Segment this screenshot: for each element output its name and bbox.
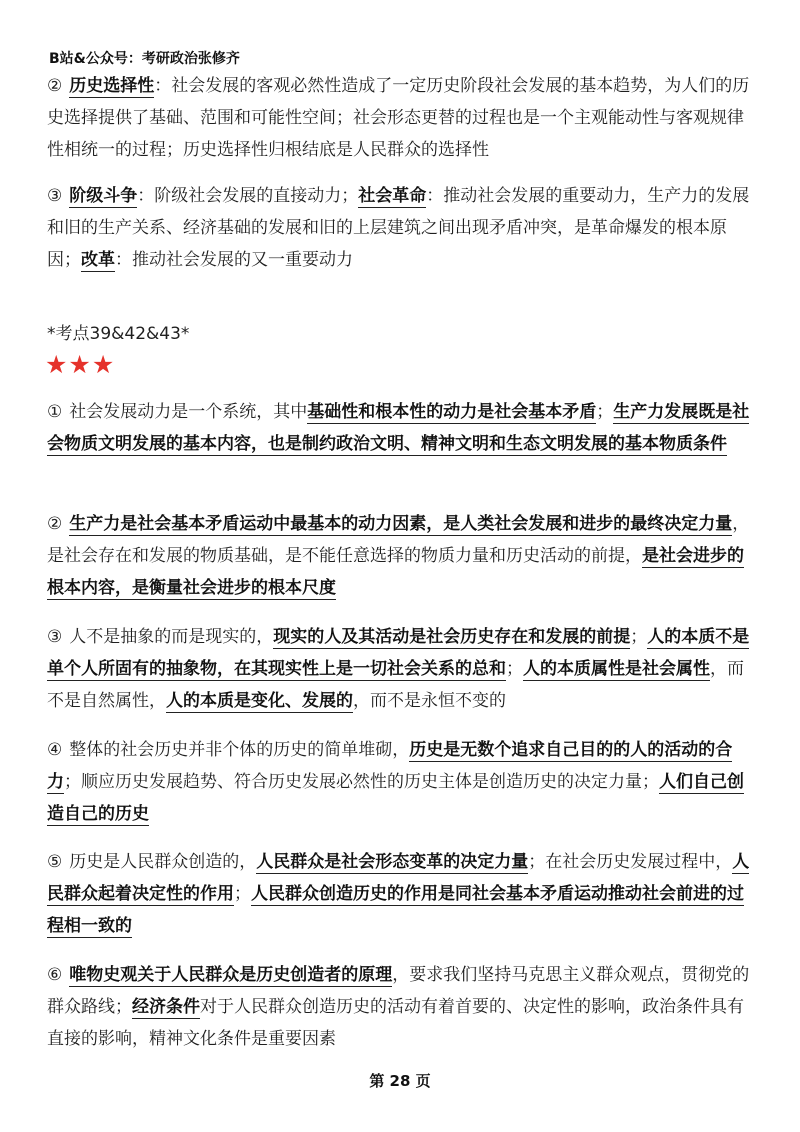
source-header: B站&公众号：考研政治张修齐 — [49, 51, 240, 67]
body-text: ；顺应历史发展趋势、符合历史发展必然性的历史主体是创造历史的决定力量； — [64, 772, 659, 792]
key-phrase: 生产力是社会基本矛盾运动中最基本的动力因素，是人类社会发展和进步的最终决定力量 — [69, 514, 733, 534]
point-item-1 — [47, 396, 759, 460]
key-phrase: 人民群众创造历史的作用是同社会基本矛盾运动推动社会前进的过程相一致的 — [47, 884, 744, 936]
key-phrase: 人的本质是变化、发展的 — [166, 691, 353, 711]
key-phrase: 历史是无数个追求自己目的的人的活动的合力 — [47, 740, 733, 792]
item-number: ⑥ — [47, 965, 63, 985]
key-phrase: 人民群众是社会形态变革的决定力量 — [256, 852, 529, 872]
key-phrase: 是社会进步的根本内容，是衡量社会进步的根本尺度 — [47, 546, 744, 598]
key-phrase: 人的本质不是单个人所固有的抽象物，在其现实性上是一切社会关系的总和 — [47, 627, 750, 679]
point-item-5 — [47, 846, 759, 942]
body-text: ； — [234, 884, 251, 904]
body-text: ； — [506, 659, 523, 679]
top-item-2 — [47, 70, 759, 166]
point-item-4 — [47, 734, 759, 830]
key-phrase: 历史选择性 — [69, 76, 155, 96]
item-number: ② — [47, 514, 63, 534]
key-phrase: 人的本质属性是社会属性 — [523, 659, 710, 679]
body-text: 社会发展动力是一个系统，其中 — [69, 402, 308, 422]
item-number: ③ — [47, 186, 63, 206]
body-text: ：社会发展的客观必然性造成了一定历史阶段社会发展的基本趋势，为人们的历史选择提供了基础、范围和可能性空间；社会形态更替的过程也是一个主观能动性与客观规律性相统一的过程；历史选择性归根结底是人民群众的选择性 — [47, 76, 750, 160]
body-text: ，而不是自然属性， — [47, 659, 744, 711]
item-number: ⑤ — [47, 852, 63, 872]
body-text: 历史是人民群众创造的， — [69, 852, 257, 872]
item-number: ① — [47, 402, 63, 422]
body-text: ：阶级社会发展的直接动力； — [137, 186, 359, 206]
point-item-6 — [47, 959, 759, 1055]
key-phrase: 人民群众起着决定性的作用 — [47, 852, 750, 904]
body-text: ； — [630, 627, 648, 647]
body-text: ，是社会存在和发展的物质基础，是不能任意选择的物质力量和历史活动的前提， — [47, 514, 750, 566]
body-text: 对于人民群众创造历史的活动有着首要的、决定性的影响，政治条件具有直接的影响，精神文化条件是重要因素 — [47, 997, 744, 1049]
item-number: ② — [47, 76, 63, 96]
section-label: *考点39&42&43* — [47, 324, 190, 344]
key-phrase: 基础性和根本性的动力是社会基本矛盾 — [307, 402, 597, 422]
key-phrase: 改革 — [81, 250, 115, 270]
point-item-3 — [47, 621, 759, 717]
body-text: ，要求我们坚持马克思主义群众观点，贯彻党的群众路线； — [47, 965, 750, 1017]
body-text: ：推动社会发展的重要动力，生产力的发展和旧的生产关系、经济基础的发展和旧的上层建筑之间出现矛盾冲突，是革命爆发的根本原因； — [47, 186, 750, 270]
item-number: ③ — [47, 627, 63, 647]
key-phrase: 唯物史观关于人民群众是历史创造者的原理 — [69, 965, 393, 985]
key-phrase: 经济条件 — [132, 997, 200, 1017]
item-number: ④ — [47, 740, 63, 760]
body-text: 整体的社会历史并非个体的历史的简单堆砌， — [69, 740, 410, 760]
body-text: ； — [596, 402, 614, 422]
key-phrase: 生产力发展既是社会物质文明发展的基本内容，也是制约政治文明、精神文明和生态文明发展的基本物质条件 — [47, 402, 750, 454]
body-text: ，而不是永恒不变的 — [353, 691, 506, 711]
key-phrase: 阶级斗争 — [69, 186, 138, 206]
body-text: 人不是抽象的而是现实的， — [69, 627, 274, 647]
key-phrase: 现实的人及其活动是社会历史存在和发展的前提 — [273, 627, 631, 647]
key-phrase: 社会革命 — [358, 186, 427, 206]
key-phrase: 人们自己创造自己的历史 — [47, 772, 744, 824]
body-text: ：推动社会发展的又一重要动力 — [115, 250, 353, 270]
importance-stars: ★★★ — [45, 350, 116, 379]
body-text: ；在社会历史发展过程中， — [528, 852, 733, 872]
point-item-2 — [47, 508, 759, 604]
top-item-3 — [47, 180, 759, 276]
page-number: 第 28 页 — [369, 1072, 431, 1090]
